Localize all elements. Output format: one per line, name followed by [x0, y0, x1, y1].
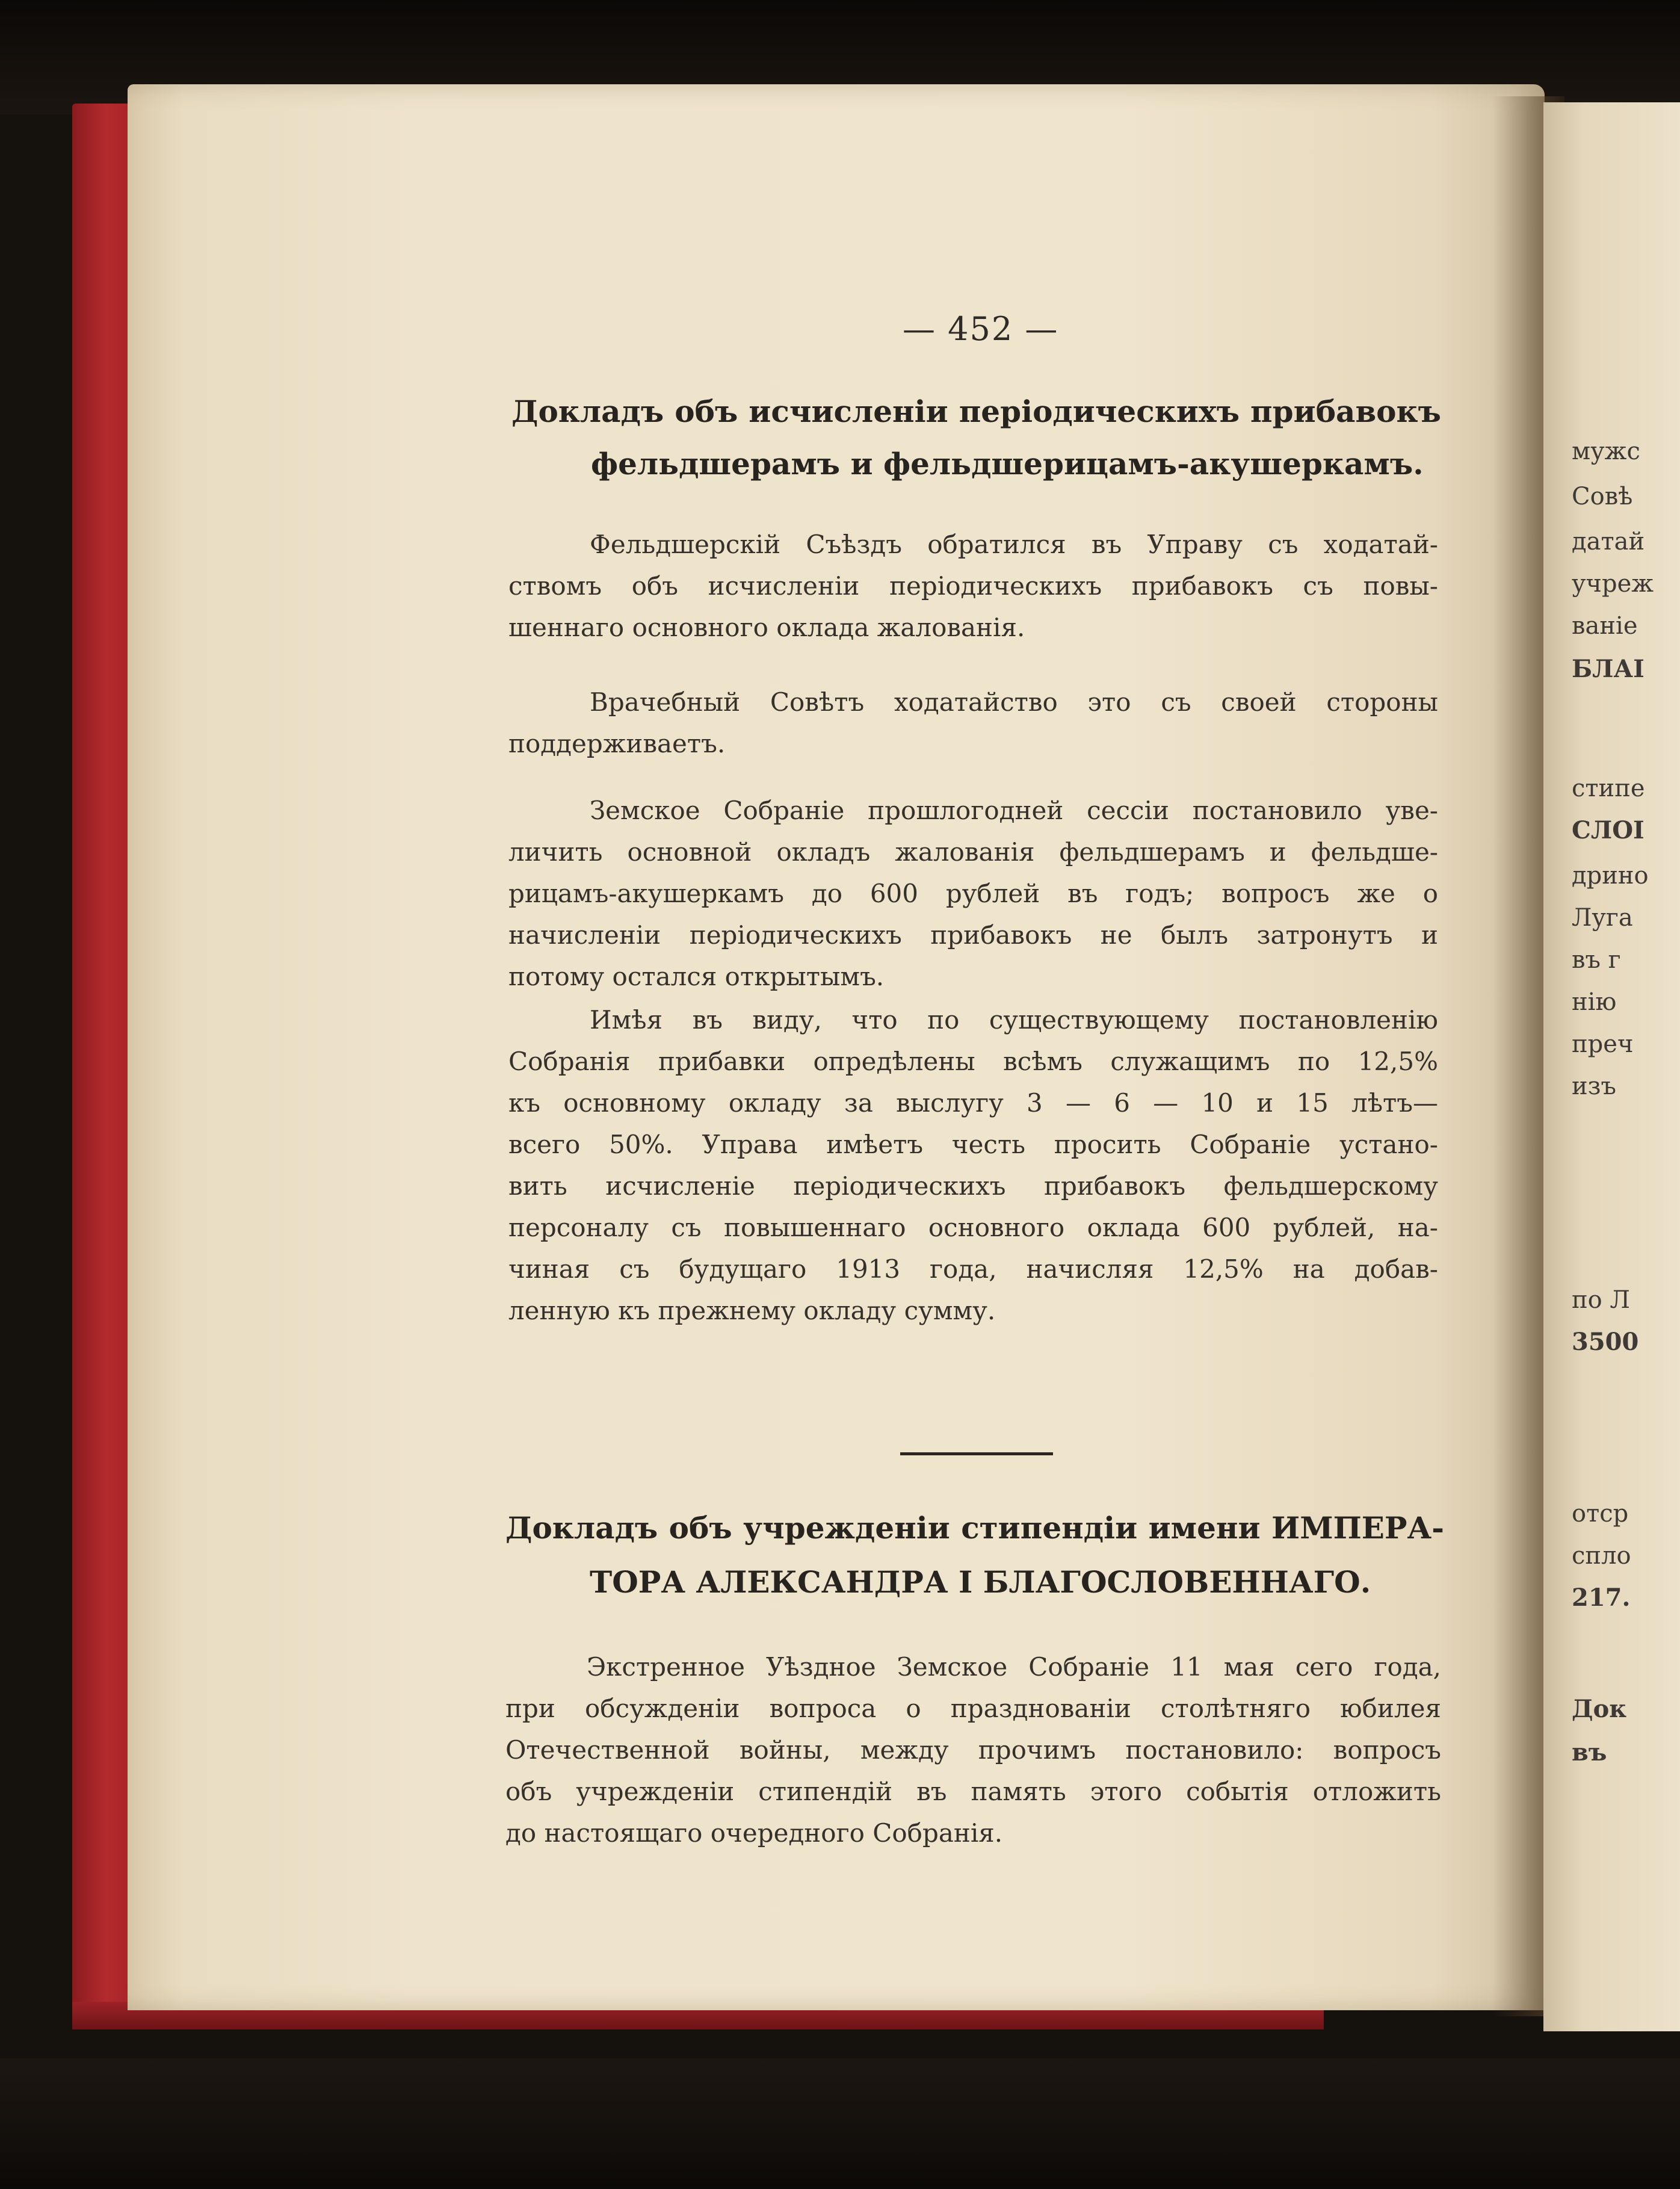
text-line: шеннаго основного оклада жалованія. — [508, 613, 1025, 642]
report1-paragraph-3 — [508, 790, 1438, 997]
facing-fragment: по Л — [1572, 1286, 1630, 1314]
text-line: къ основному окладу за выслугу 3 — 6 — 10 и 15 лѣтъ— — [508, 1088, 1438, 1118]
text-line: объ учрежденіи стипендій въ память этого событія отложить — [505, 1777, 1441, 1806]
facing-fragment: Луга — [1572, 904, 1633, 932]
facing-fragment: нію — [1572, 988, 1617, 1016]
text-line: ленную къ прежнему окладу сумму. — [508, 1296, 996, 1325]
text-line: Фельдшерскій Съѣздъ обратился въ Управу съ ходатай- — [590, 530, 1438, 559]
text-line: чиная съ будущаго 1913 года, начисляя 12,5% на добав- — [508, 1254, 1438, 1284]
text-line: при обсужденіи вопроса о празднованіи столѣтняго юбилея — [505, 1694, 1441, 1723]
facing-fragment: датай — [1572, 528, 1645, 556]
facing-fragment: Док — [1572, 1695, 1627, 1723]
facing-fragment: Совѣ — [1572, 483, 1633, 510]
facing-fragment: БЛАІ — [1572, 655, 1644, 683]
report1-title-line-1: Докладъ объ исчисленіи періодическихъ прибавокъ — [511, 394, 1441, 429]
text-line: Экстренное Уѣздное Земское Собраніе 11 мая сего года, — [587, 1652, 1441, 1682]
facing-fragment: стипе — [1572, 775, 1645, 802]
text-line: ствомъ объ исчисленіи періодическихъ прибавокъ съ повы- — [508, 571, 1438, 601]
facing-fragment: 3500 — [1572, 1328, 1639, 1356]
facing-fragment: ваніе — [1572, 612, 1638, 640]
report1-paragraph-4 — [508, 999, 1438, 1331]
text-line: Земское Собраніе прошлогодней сессіи постановило уве- — [590, 796, 1438, 825]
facing-fragment: дрино — [1572, 862, 1649, 890]
section-separator-rule — [900, 1452, 1053, 1455]
facing-fragment: изъ — [1572, 1073, 1616, 1100]
report2-title-line-2: ТОРА АЛЕКСАНДРА I БЛАГОСЛОВЕННАГО. — [590, 1564, 1371, 1600]
report2-paragraph — [505, 1646, 1441, 1854]
facing-fragment: 217. — [1572, 1584, 1631, 1612]
facing-fragment: учреж — [1572, 570, 1654, 598]
facing-fragment: мужс — [1572, 438, 1640, 465]
report1-paragraph-2 — [508, 681, 1438, 764]
facing-fragment: преч — [1572, 1030, 1634, 1058]
page-number: — 452 — — [903, 310, 1059, 348]
text-line: до настоящаго очередного Собранія. — [505, 1818, 1003, 1848]
text-line: всего 50%. Управа имѣетъ честь просить Собраніе устано- — [508, 1130, 1438, 1159]
right-page — [1543, 102, 1680, 2031]
text-line: Собранія прибавки опредѣлены всѣмъ служащимъ по 12,5% — [508, 1047, 1438, 1076]
text-line: Имѣя въ виду, что по существующему постановленію — [590, 1005, 1438, 1035]
text-line: Отечественной войны, между прочимъ постановило: вопросъ — [505, 1735, 1441, 1765]
report2-title-line-1: Докладъ объ учрежденіи стипендіи имени ИМПЕРА- — [505, 1510, 1444, 1546]
text-line: личить основной окладъ жалованія фельдшерамъ и фельдше- — [508, 837, 1438, 867]
facing-fragment: СЛОІ — [1572, 816, 1644, 844]
facing-fragment: въ — [1572, 1738, 1607, 1766]
text-line: поддерживаетъ. — [508, 729, 726, 758]
facing-fragment: сплo — [1572, 1542, 1631, 1570]
text-line: рицамъ-акушеркамъ до 600 рублей въ годъ; вопросъ же о — [508, 879, 1438, 908]
report1-title-line-2: фельдшерамъ и фельдшерицамъ-акушеркамъ. — [591, 446, 1424, 481]
text-line: вить исчисленіе періодическихъ прибавокъ фельдшерскому — [508, 1171, 1438, 1201]
text-line: потому остался открытымъ. — [508, 962, 885, 991]
text-line: персоналу съ повышеннаго основного оклада 600 рублей, на- — [508, 1213, 1438, 1242]
text-line: Врачебный Совѣтъ ходатайство это съ своей стороны — [590, 687, 1438, 717]
background-bottom — [0, 2058, 1680, 2189]
text-line: начисленіи періодическихъ прибавокъ не былъ затронутъ и — [508, 920, 1438, 950]
facing-fragment: въ г — [1572, 946, 1621, 974]
facing-fragment: отср — [1572, 1500, 1629, 1528]
report1-paragraph-1 — [508, 524, 1438, 648]
